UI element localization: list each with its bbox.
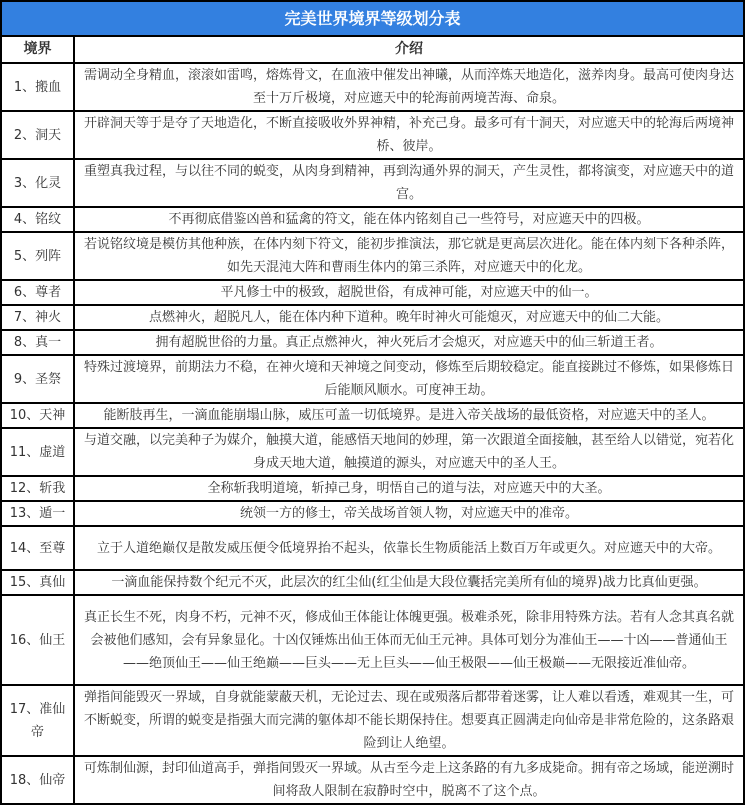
realm-description: 不再彻底借鉴凶兽和猛禽的符文，能在体内铭刻自己一些符号，对应遮天中的四极。 [74,207,744,232]
realm-description: 真正长生不死，肉身不朽，元神不灭，修成仙王体能让体魄更强。极难杀死，除非用特殊方法。若有人念其真名就会被他们感知，会有异象显化。十凶仅锤炼出仙王体而无仙王元神。具体可划分为准仙王——十凶——普通仙王——绝顶仙王——仙王绝巅——巨头——无上巨头——仙王极限——仙王极巅——无限接近准仙帝。 [74,595,744,685]
realm-name: 11、虚道 [1,428,74,476]
table-row [1,305,744,330]
realm-description: 一滴血能保持数个纪元不灭，此层次的红尘仙(红尘仙是大段位囊括完美所有仙的境界)战力比真仙更强。 [74,570,744,595]
table-row [1,685,744,756]
realm-name: 4、铭纹 [1,207,74,232]
realm-description: 点燃神火，超脱凡人，能在体内种下道种。晚年时神火可能熄灭，对应遮天中的仙二大能。 [74,305,744,330]
realm-name: 16、仙王 [1,595,74,685]
table-title: 完美世界境界等级划分表 [1,1,744,36]
table-row [1,428,744,476]
realm-description: 拥有超脱世俗的力量。真正点燃神火，神火死后才会熄灭，对应遮天中的仙三斩道王者。 [74,330,744,355]
realm-description: 弹指间能毁灭一界域，自身就能蒙蔽天机，无论过去、现在或殒落后都带着迷雾，让人难以看透，难观其一生，可不断蜕变，所谓的蜕变是指强大而完满的躯体却不能长期保持住。想要真正圆满走向仙帝是非常危险的，这条路艰险到让人绝望。 [74,685,744,756]
realm-description: 若说铭纹境是模仿其他种族，在体内刻下符文，能初步推演法，那它就是更高层次进化。能在体内刻下各种杀阵，如先天混沌大阵和曹雨生体内的第三杀阵，对应遮天中的化龙。 [74,232,744,280]
realm-name: 5、列阵 [1,232,74,280]
table-row [1,501,744,526]
realm-name: 1、搬血 [1,63,74,111]
realm-name: 15、真仙 [1,570,74,595]
realm-name: 6、尊者 [1,280,74,305]
column-header-realm: 境界 [1,36,74,63]
table-row [1,207,744,232]
table-row [1,570,744,595]
realm-description: 全称斩我明道境，斩掉己身，明悟自己的道与法，对应遮天中的大圣。 [74,476,744,501]
realm-description: 与道交融，以完美种子为媒介，触摸大道，能感悟天地间的妙理，第一次跟道全面接触，甚至给人以错觉，宛若化身成天地大道，触摸道的源头，对应遮天中的圣人王。 [74,428,744,476]
realm-description: 平凡修士中的极致，超脱世俗，有成神可能，对应遮天中的仙一。 [74,280,744,305]
realm-description: 重塑真我过程，与以往不同的蜕变，从肉身到精神，再到沟通外界的洞天，产生灵性，都将演变，对应遮天中的道宫。 [74,159,744,207]
table-row [1,330,744,355]
table-row [1,280,744,305]
table-row [1,159,744,207]
realm-name: 18、仙帝 [1,756,74,804]
realm-description: 特殊过渡境界，前期法力不稳，在神火境和天神境之间变动，修炼至后期较稳定。能直接跳过不修炼，如果修炼日后能顺风顺水。可度神王劫。 [74,355,744,403]
table-row [1,111,744,159]
realm-description: 统领一方的修士，帝关战场首领人物，对应遮天中的准帝。 [74,501,744,526]
realm-name: 13、遁一 [1,501,74,526]
realm-name: 3、化灵 [1,159,74,207]
table-row [1,232,744,280]
realm-name: 7、神火 [1,305,74,330]
column-header-intro: 介绍 [74,36,744,63]
realm-description: 开辟洞天等于是夺了天地造化，不断直接吸收外界神精，补充己身。最多可有十洞天，对应遮天中的轮海后两境神桥、彼岸。 [74,111,744,159]
realm-description: 能断肢再生，一滴血能崩塌山脉，威压可盖一切低境界。是进入帝关战场的最低资格，对应遮天中的圣人。 [74,403,744,428]
table-row [1,355,744,403]
table-row [1,526,744,570]
realm-name: 2、洞天 [1,111,74,159]
realm-description: 立于人道绝巅仅是散发威压便令低境界抬不起头，依靠长生物质能活上数百万年或更久。对应遮天中的大帝。 [74,526,744,570]
realm-name: 10、天神 [1,403,74,428]
table-row [1,403,744,428]
realm-description: 可炼制仙源，封印仙道高手，弹指间毁灭一界域。从古至今走上这条路的有九多成毙命。拥有帝之场域，能逆溯时间将敌人限制在寂静时空中，脱离不了这个点。 [74,756,744,804]
table-row [1,756,744,804]
realm-name: 17、准仙帝 [1,685,74,756]
realm-description: 需调动全身精血，滚滚如雷鸣，熔炼骨文，在血液中催发出神曦，从而淬炼天地造化，滋养肉身。最高可使肉身达至十万斤极境，对应遮天中的轮海前两境苦海、命泉。 [74,63,744,111]
realm-name: 14、至尊 [1,526,74,570]
realm-name: 9、圣祭 [1,355,74,403]
table-row [1,63,744,111]
realm-name: 8、真一 [1,330,74,355]
table-row [1,595,744,685]
table-row [1,476,744,501]
realm-name: 12、斩我 [1,476,74,501]
